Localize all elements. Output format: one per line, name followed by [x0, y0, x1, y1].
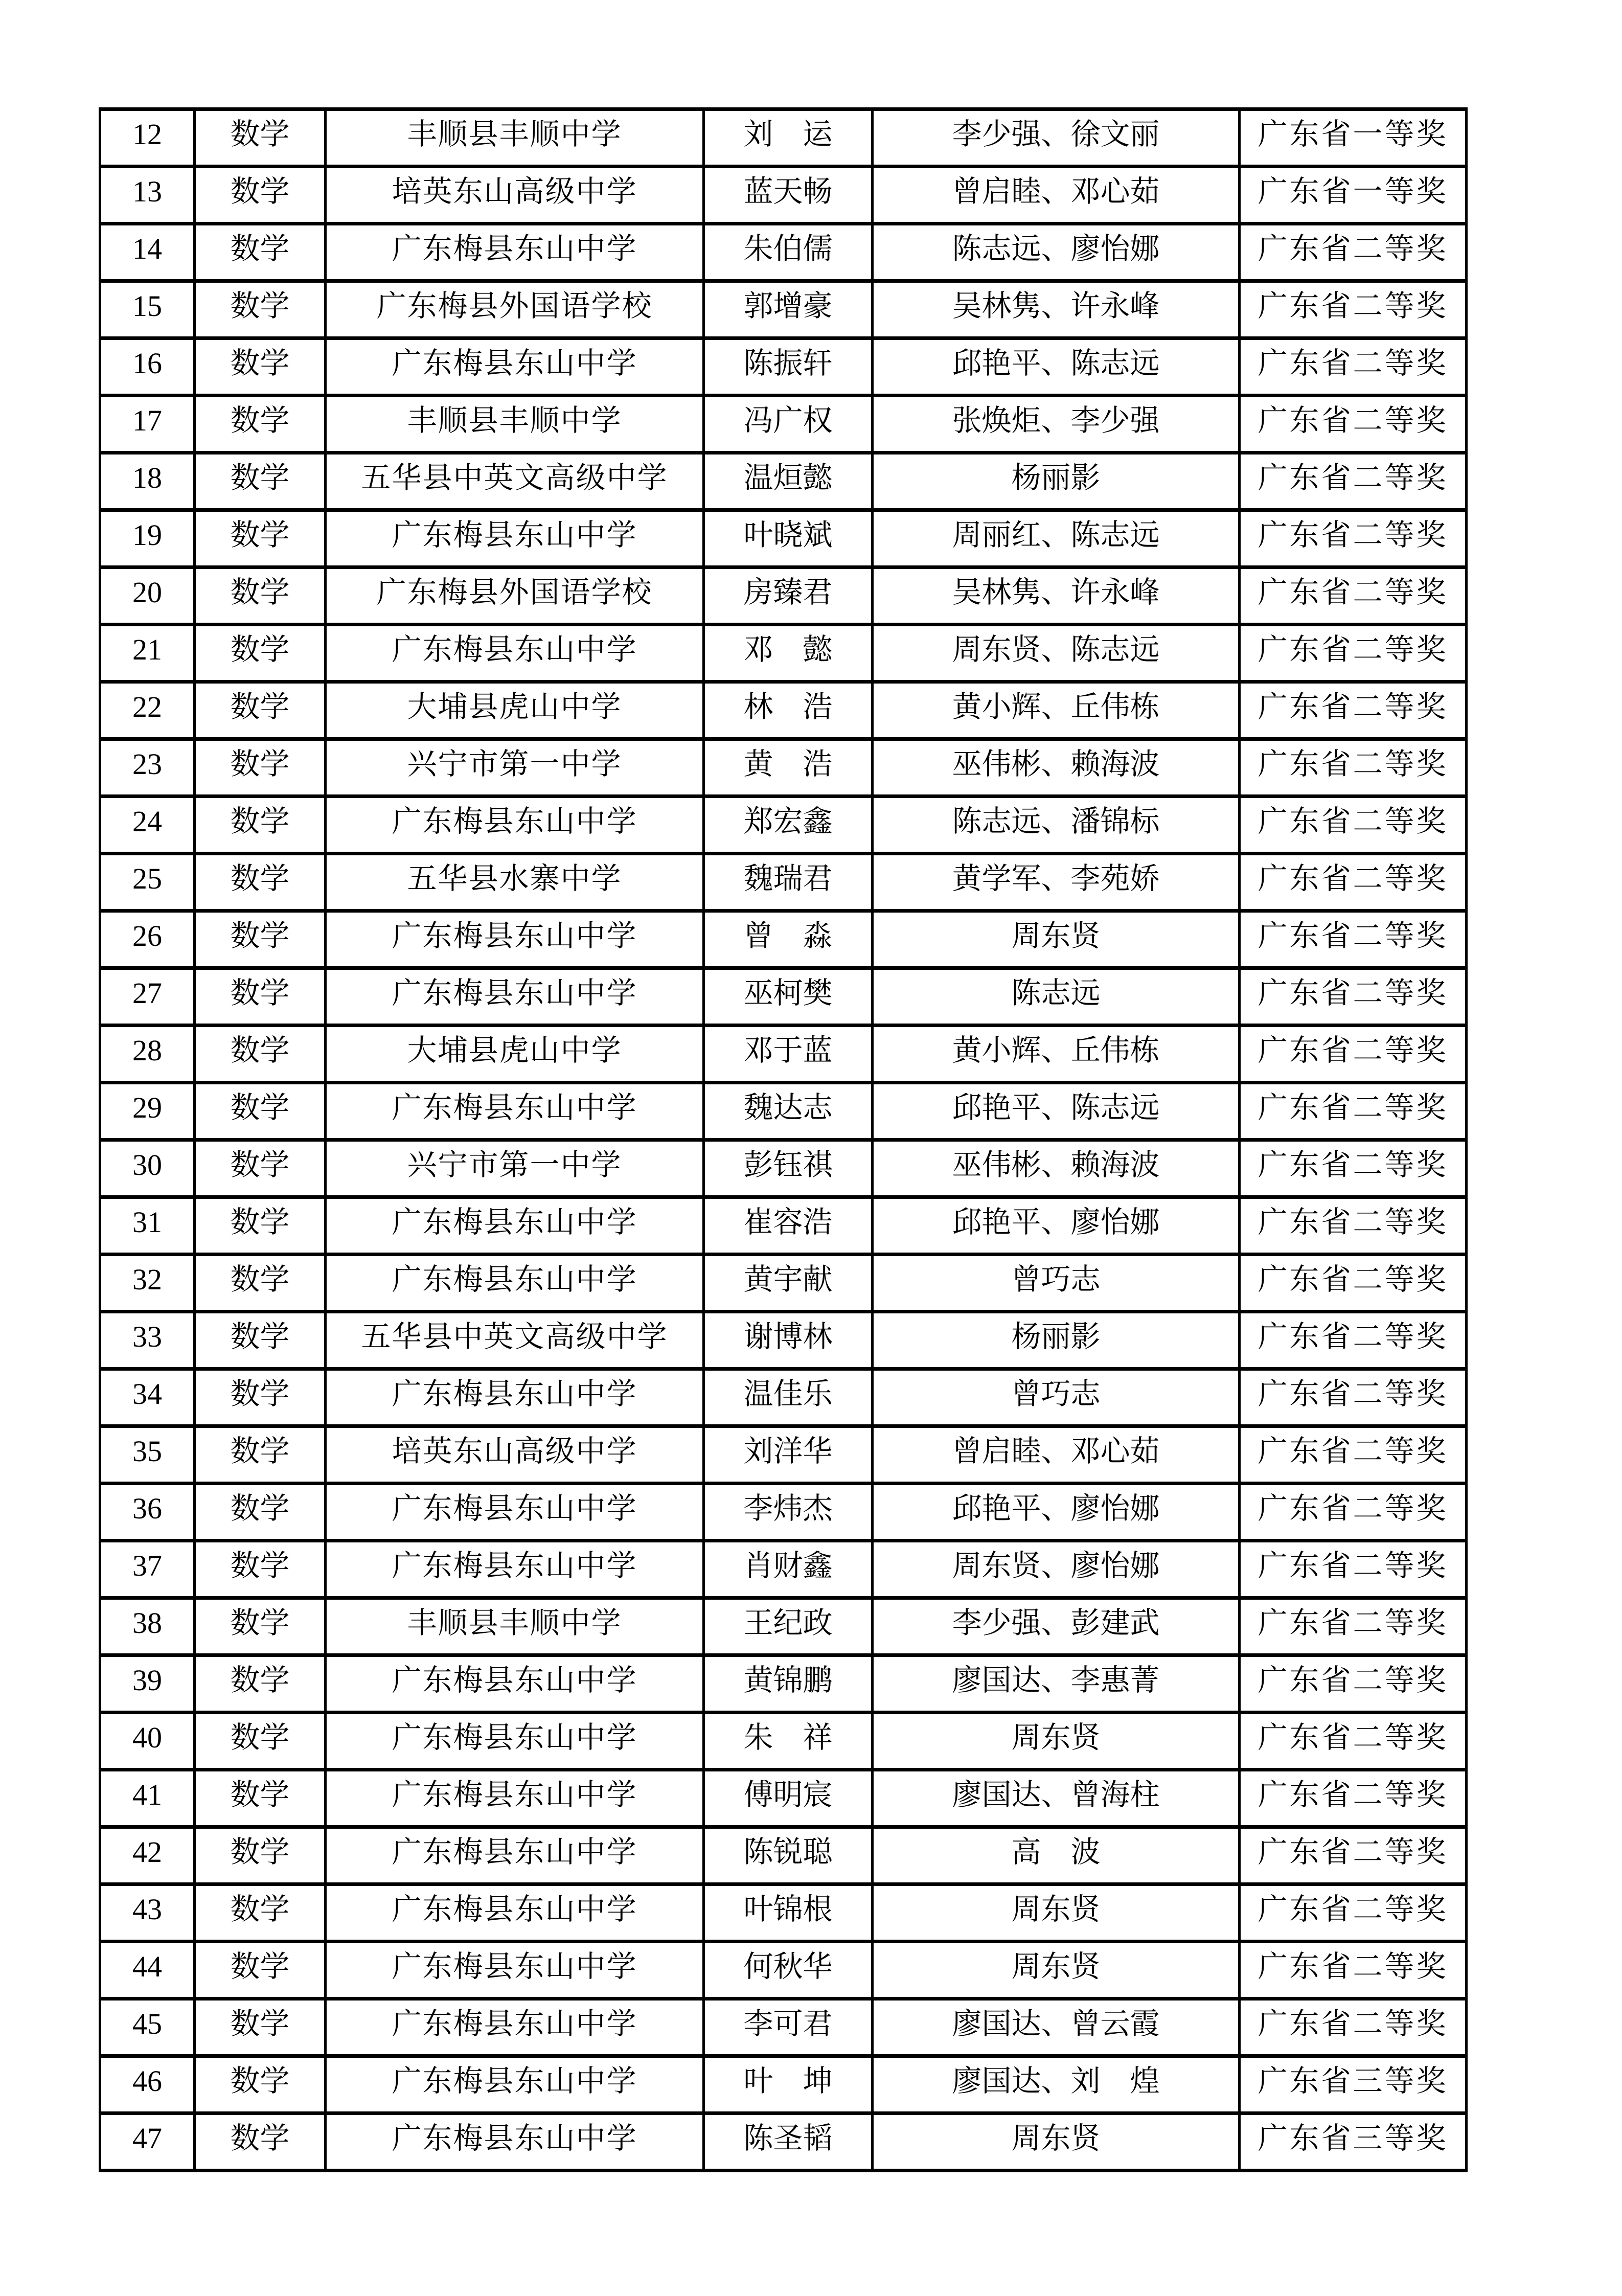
table-row [100, 1598, 1467, 1655]
cell-subject: 数学 [195, 1140, 326, 1197]
table-row [100, 1140, 1467, 1197]
cell-subject: 数学 [195, 1942, 326, 1999]
cell-award: 广东省二等奖 [1240, 797, 1467, 854]
cell-award: 广东省二等奖 [1240, 453, 1467, 510]
cell-row-number: 25 [100, 854, 195, 911]
cell-row-number: 41 [100, 1770, 195, 1827]
table-row [100, 739, 1467, 797]
cell-subject: 数学 [195, 2056, 326, 2113]
table-row [100, 911, 1467, 968]
cell-school: 广东梅县东山中学 [326, 1713, 704, 1770]
cell-teachers: 黄小辉、丘伟栋 [873, 1026, 1240, 1083]
cell-student: 刘 运 [704, 109, 873, 167]
cell-teachers: 黄小辉、丘伟栋 [873, 682, 1240, 739]
cell-school: 广东梅县东山中学 [326, 510, 704, 567]
cell-student: 朱 祥 [704, 1713, 873, 1770]
cell-school: 广东梅县东山中学 [326, 224, 704, 281]
cell-teachers: 邱艳平、陈志远 [873, 1083, 1240, 1140]
cell-award: 广东省二等奖 [1240, 1484, 1467, 1541]
cell-award: 广东省二等奖 [1240, 625, 1467, 682]
cell-student: 崔容浩 [704, 1197, 873, 1255]
cell-subject: 数学 [195, 396, 326, 453]
table-row [100, 797, 1467, 854]
cell-teachers: 廖国达、李惠菁 [873, 1655, 1240, 1713]
table-row [100, 2113, 1467, 2171]
cell-subject: 数学 [195, 1312, 326, 1369]
cell-award: 广东省二等奖 [1240, 682, 1467, 739]
table-row [100, 396, 1467, 453]
cell-row-number: 18 [100, 453, 195, 510]
table-row [100, 1884, 1467, 1942]
cell-student: 何秋华 [704, 1942, 873, 1999]
cell-teachers: 陈志远 [873, 968, 1240, 1026]
cell-row-number: 36 [100, 1484, 195, 1541]
table-row [100, 2056, 1467, 2113]
cell-student: 蓝天畅 [704, 167, 873, 224]
cell-row-number: 45 [100, 1999, 195, 2056]
cell-award: 广东省一等奖 [1240, 109, 1467, 167]
cell-teachers: 周丽红、陈志远 [873, 510, 1240, 567]
cell-award: 广东省二等奖 [1240, 739, 1467, 797]
cell-school: 兴宁市第一中学 [326, 1140, 704, 1197]
cell-teachers: 吴林隽、许永峰 [873, 567, 1240, 625]
cell-student: 曾 淼 [704, 911, 873, 968]
cell-award: 广东省二等奖 [1240, 338, 1467, 396]
cell-teachers: 廖国达、曾云霞 [873, 1999, 1240, 2056]
cell-subject: 数学 [195, 1255, 326, 1312]
table-row [100, 1197, 1467, 1255]
cell-student: 温佳乐 [704, 1369, 873, 1426]
cell-teachers: 杨丽影 [873, 1312, 1240, 1369]
cell-award: 广东省二等奖 [1240, 1655, 1467, 1713]
cell-student: 朱伯儒 [704, 224, 873, 281]
cell-subject: 数学 [195, 224, 326, 281]
cell-teachers: 高 波 [873, 1827, 1240, 1884]
cell-teachers: 邱艳平、廖怡娜 [873, 1484, 1240, 1541]
cell-subject: 数学 [195, 911, 326, 968]
cell-subject: 数学 [195, 1083, 326, 1140]
cell-teachers: 李少强、徐文丽 [873, 109, 1240, 167]
cell-student: 傅明宸 [704, 1770, 873, 1827]
cell-school: 五华县水寨中学 [326, 854, 704, 911]
cell-award: 广东省二等奖 [1240, 1598, 1467, 1655]
cell-subject: 数学 [195, 1598, 326, 1655]
award-table [99, 107, 1468, 2172]
cell-award: 广东省二等奖 [1240, 968, 1467, 1026]
cell-teachers: 廖国达、曾海柱 [873, 1770, 1240, 1827]
cell-teachers: 邱艳平、廖怡娜 [873, 1197, 1240, 1255]
table-row [100, 682, 1467, 739]
table-row [100, 453, 1467, 510]
cell-student: 邓于蓝 [704, 1026, 873, 1083]
cell-student: 郭增豪 [704, 281, 873, 338]
cell-subject: 数学 [195, 1999, 326, 2056]
cell-student: 刘洋华 [704, 1426, 873, 1484]
table-row [100, 109, 1467, 167]
cell-subject: 数学 [195, 338, 326, 396]
cell-award: 广东省二等奖 [1240, 1312, 1467, 1369]
cell-subject: 数学 [195, 1484, 326, 1541]
cell-award: 广东省二等奖 [1240, 1827, 1467, 1884]
cell-student: 叶 坤 [704, 2056, 873, 2113]
cell-row-number: 19 [100, 510, 195, 567]
cell-student: 黄锦鹏 [704, 1655, 873, 1713]
cell-row-number: 12 [100, 109, 195, 167]
cell-award: 广东省二等奖 [1240, 1083, 1467, 1140]
cell-teachers: 李少强、彭建武 [873, 1598, 1240, 1655]
cell-award: 广东省一等奖 [1240, 167, 1467, 224]
cell-row-number: 30 [100, 1140, 195, 1197]
table-row [100, 1484, 1467, 1541]
cell-teachers: 陈志远、廖怡娜 [873, 224, 1240, 281]
cell-teachers: 周东贤 [873, 911, 1240, 968]
cell-subject: 数学 [195, 567, 326, 625]
cell-student: 郑宏鑫 [704, 797, 873, 854]
cell-school: 广东梅县东山中学 [326, 1655, 704, 1713]
table-row [100, 338, 1467, 396]
cell-row-number: 28 [100, 1026, 195, 1083]
cell-teachers: 周东贤 [873, 1884, 1240, 1942]
cell-subject: 数学 [195, 1655, 326, 1713]
cell-award: 广东省二等奖 [1240, 1426, 1467, 1484]
cell-teachers: 曾启睦、邓心茹 [873, 167, 1240, 224]
cell-student: 魏瑞君 [704, 854, 873, 911]
table-row [100, 167, 1467, 224]
cell-student: 王纪政 [704, 1598, 873, 1655]
cell-subject: 数学 [195, 739, 326, 797]
table-row [100, 1770, 1467, 1827]
cell-subject: 数学 [195, 1827, 326, 1884]
table-row [100, 510, 1467, 567]
cell-school: 广东梅县外国语学校 [326, 567, 704, 625]
cell-award: 广东省二等奖 [1240, 1884, 1467, 1942]
cell-school: 培英东山高级中学 [326, 1426, 704, 1484]
cell-teachers: 曾巧志 [873, 1369, 1240, 1426]
cell-school: 广东梅县东山中学 [326, 968, 704, 1026]
cell-award: 广东省二等奖 [1240, 1770, 1467, 1827]
cell-school: 广东梅县东山中学 [326, 1827, 704, 1884]
cell-subject: 数学 [195, 682, 326, 739]
cell-subject: 数学 [195, 1197, 326, 1255]
cell-award: 广东省二等奖 [1240, 567, 1467, 625]
cell-award: 广东省二等奖 [1240, 1255, 1467, 1312]
cell-school: 广东梅县东山中学 [326, 1197, 704, 1255]
cell-row-number: 13 [100, 167, 195, 224]
cell-teachers: 吴林隽、许永峰 [873, 281, 1240, 338]
cell-row-number: 23 [100, 739, 195, 797]
cell-teachers: 陈志远、潘锦标 [873, 797, 1240, 854]
cell-row-number: 43 [100, 1884, 195, 1942]
cell-student: 陈振轩 [704, 338, 873, 396]
cell-award: 广东省二等奖 [1240, 510, 1467, 567]
cell-school: 大埔县虎山中学 [326, 682, 704, 739]
cell-subject: 数学 [195, 968, 326, 1026]
cell-subject: 数学 [195, 625, 326, 682]
cell-row-number: 39 [100, 1655, 195, 1713]
cell-student: 叶锦根 [704, 1884, 873, 1942]
cell-teachers: 黄学军、李苑娇 [873, 854, 1240, 911]
cell-school: 广东梅县外国语学校 [326, 281, 704, 338]
cell-student: 林 浩 [704, 682, 873, 739]
cell-school: 广东梅县东山中学 [326, 911, 704, 968]
cell-school: 广东梅县东山中学 [326, 625, 704, 682]
cell-row-number: 14 [100, 224, 195, 281]
cell-student: 黄宇献 [704, 1255, 873, 1312]
cell-student: 陈锐聪 [704, 1827, 873, 1884]
cell-row-number: 42 [100, 1827, 195, 1884]
cell-row-number: 38 [100, 1598, 195, 1655]
cell-teachers: 杨丽影 [873, 453, 1240, 510]
table-row [100, 625, 1467, 682]
cell-row-number: 46 [100, 2056, 195, 2113]
table-row [100, 1312, 1467, 1369]
cell-row-number: 37 [100, 1541, 195, 1598]
table-row [100, 1827, 1467, 1884]
cell-student: 叶晓斌 [704, 510, 873, 567]
cell-subject: 数学 [195, 797, 326, 854]
cell-teachers: 周东贤、陈志远 [873, 625, 1240, 682]
cell-teachers: 张焕炬、李少强 [873, 396, 1240, 453]
cell-teachers: 曾巧志 [873, 1255, 1240, 1312]
cell-school: 广东梅县东山中学 [326, 1541, 704, 1598]
table-row [100, 968, 1467, 1026]
cell-award: 广东省三等奖 [1240, 2113, 1467, 2171]
table-row [100, 1655, 1467, 1713]
cell-award: 广东省二等奖 [1240, 854, 1467, 911]
cell-school: 广东梅县东山中学 [326, 2113, 704, 2171]
cell-school: 培英东山高级中学 [326, 167, 704, 224]
cell-school: 丰顺县丰顺中学 [326, 396, 704, 453]
cell-student: 魏达志 [704, 1083, 873, 1140]
cell-subject: 数学 [195, 1369, 326, 1426]
cell-student: 黄 浩 [704, 739, 873, 797]
cell-student: 陈圣韬 [704, 2113, 873, 2171]
cell-school: 广东梅县东山中学 [326, 1884, 704, 1942]
cell-student: 巫柯樊 [704, 968, 873, 1026]
cell-row-number: 44 [100, 1942, 195, 1999]
table-row [100, 567, 1467, 625]
cell-school: 丰顺县丰顺中学 [326, 1598, 704, 1655]
cell-row-number: 17 [100, 396, 195, 453]
table-row [100, 1999, 1467, 2056]
cell-row-number: 20 [100, 567, 195, 625]
table-row [100, 224, 1467, 281]
table-row [100, 1942, 1467, 1999]
cell-teachers: 巫伟彬、赖海波 [873, 1140, 1240, 1197]
cell-school: 五华县中英文高级中学 [326, 1312, 704, 1369]
cell-school: 广东梅县东山中学 [326, 1369, 704, 1426]
cell-school: 五华县中英文高级中学 [326, 453, 704, 510]
cell-teachers: 周东贤 [873, 1713, 1240, 1770]
cell-award: 广东省二等奖 [1240, 1140, 1467, 1197]
table-row [100, 854, 1467, 911]
cell-subject: 数学 [195, 2113, 326, 2171]
cell-teachers: 巫伟彬、赖海波 [873, 739, 1240, 797]
cell-student: 谢博林 [704, 1312, 873, 1369]
cell-row-number: 21 [100, 625, 195, 682]
cell-school: 广东梅县东山中学 [326, 338, 704, 396]
cell-award: 广东省二等奖 [1240, 911, 1467, 968]
cell-school: 广东梅县东山中学 [326, 1484, 704, 1541]
cell-row-number: 34 [100, 1369, 195, 1426]
cell-subject: 数学 [195, 453, 326, 510]
cell-student: 李可君 [704, 1999, 873, 2056]
table-row [100, 1369, 1467, 1426]
cell-row-number: 47 [100, 2113, 195, 2171]
cell-student: 彭钰祺 [704, 1140, 873, 1197]
cell-subject: 数学 [195, 1884, 326, 1942]
cell-school: 广东梅县东山中学 [326, 797, 704, 854]
cell-school: 兴宁市第一中学 [326, 739, 704, 797]
cell-award: 广东省二等奖 [1240, 224, 1467, 281]
cell-row-number: 35 [100, 1426, 195, 1484]
cell-school: 广东梅县东山中学 [326, 2056, 704, 2113]
cell-row-number: 22 [100, 682, 195, 739]
cell-subject: 数学 [195, 1426, 326, 1484]
cell-school: 广东梅县东山中学 [326, 1999, 704, 2056]
cell-subject: 数学 [195, 1541, 326, 1598]
cell-school: 广东梅县东山中学 [326, 1083, 704, 1140]
cell-subject: 数学 [195, 281, 326, 338]
cell-award: 广东省二等奖 [1240, 1999, 1467, 2056]
cell-student: 肖财鑫 [704, 1541, 873, 1598]
table-row [100, 281, 1467, 338]
cell-row-number: 29 [100, 1083, 195, 1140]
cell-subject: 数学 [195, 1713, 326, 1770]
cell-row-number: 15 [100, 281, 195, 338]
cell-award: 广东省二等奖 [1240, 1369, 1467, 1426]
cell-award: 广东省二等奖 [1240, 1942, 1467, 1999]
table-row [100, 1713, 1467, 1770]
cell-row-number: 26 [100, 911, 195, 968]
cell-teachers: 廖国达、刘 煌 [873, 2056, 1240, 2113]
cell-teachers: 周东贤、廖怡娜 [873, 1541, 1240, 1598]
table-row [100, 1541, 1467, 1598]
cell-teachers: 邱艳平、陈志远 [873, 338, 1240, 396]
cell-award: 广东省二等奖 [1240, 281, 1467, 338]
cell-student: 冯广权 [704, 396, 873, 453]
cell-row-number: 31 [100, 1197, 195, 1255]
cell-row-number: 33 [100, 1312, 195, 1369]
cell-subject: 数学 [195, 510, 326, 567]
cell-award: 广东省二等奖 [1240, 1541, 1467, 1598]
table-row [100, 1426, 1467, 1484]
cell-row-number: 27 [100, 968, 195, 1026]
cell-award: 广东省二等奖 [1240, 1713, 1467, 1770]
cell-award: 广东省二等奖 [1240, 1026, 1467, 1083]
cell-school: 广东梅县东山中学 [326, 1770, 704, 1827]
cell-subject: 数学 [195, 1770, 326, 1827]
cell-row-number: 32 [100, 1255, 195, 1312]
cell-student: 温烜懿 [704, 453, 873, 510]
cell-school: 丰顺县丰顺中学 [326, 109, 704, 167]
cell-subject: 数学 [195, 1026, 326, 1083]
cell-student: 李炜杰 [704, 1484, 873, 1541]
table-row [100, 1255, 1467, 1312]
table-row [100, 1026, 1467, 1083]
cell-school: 大埔县虎山中学 [326, 1026, 704, 1083]
cell-row-number: 24 [100, 797, 195, 854]
cell-award: 广东省二等奖 [1240, 1197, 1467, 1255]
cell-school: 广东梅县东山中学 [326, 1255, 704, 1312]
cell-row-number: 16 [100, 338, 195, 396]
cell-school: 广东梅县东山中学 [326, 1942, 704, 1999]
cell-subject: 数学 [195, 854, 326, 911]
cell-award: 广东省二等奖 [1240, 396, 1467, 453]
cell-subject: 数学 [195, 109, 326, 167]
cell-teachers: 曾启睦、邓心茹 [873, 1426, 1240, 1484]
cell-teachers: 周东贤 [873, 1942, 1240, 1999]
cell-subject: 数学 [195, 167, 326, 224]
cell-student: 邓 懿 [704, 625, 873, 682]
cell-row-number: 40 [100, 1713, 195, 1770]
cell-student: 房臻君 [704, 567, 873, 625]
table-row [100, 1083, 1467, 1140]
cell-teachers: 周东贤 [873, 2113, 1240, 2171]
cell-award: 广东省三等奖 [1240, 2056, 1467, 2113]
